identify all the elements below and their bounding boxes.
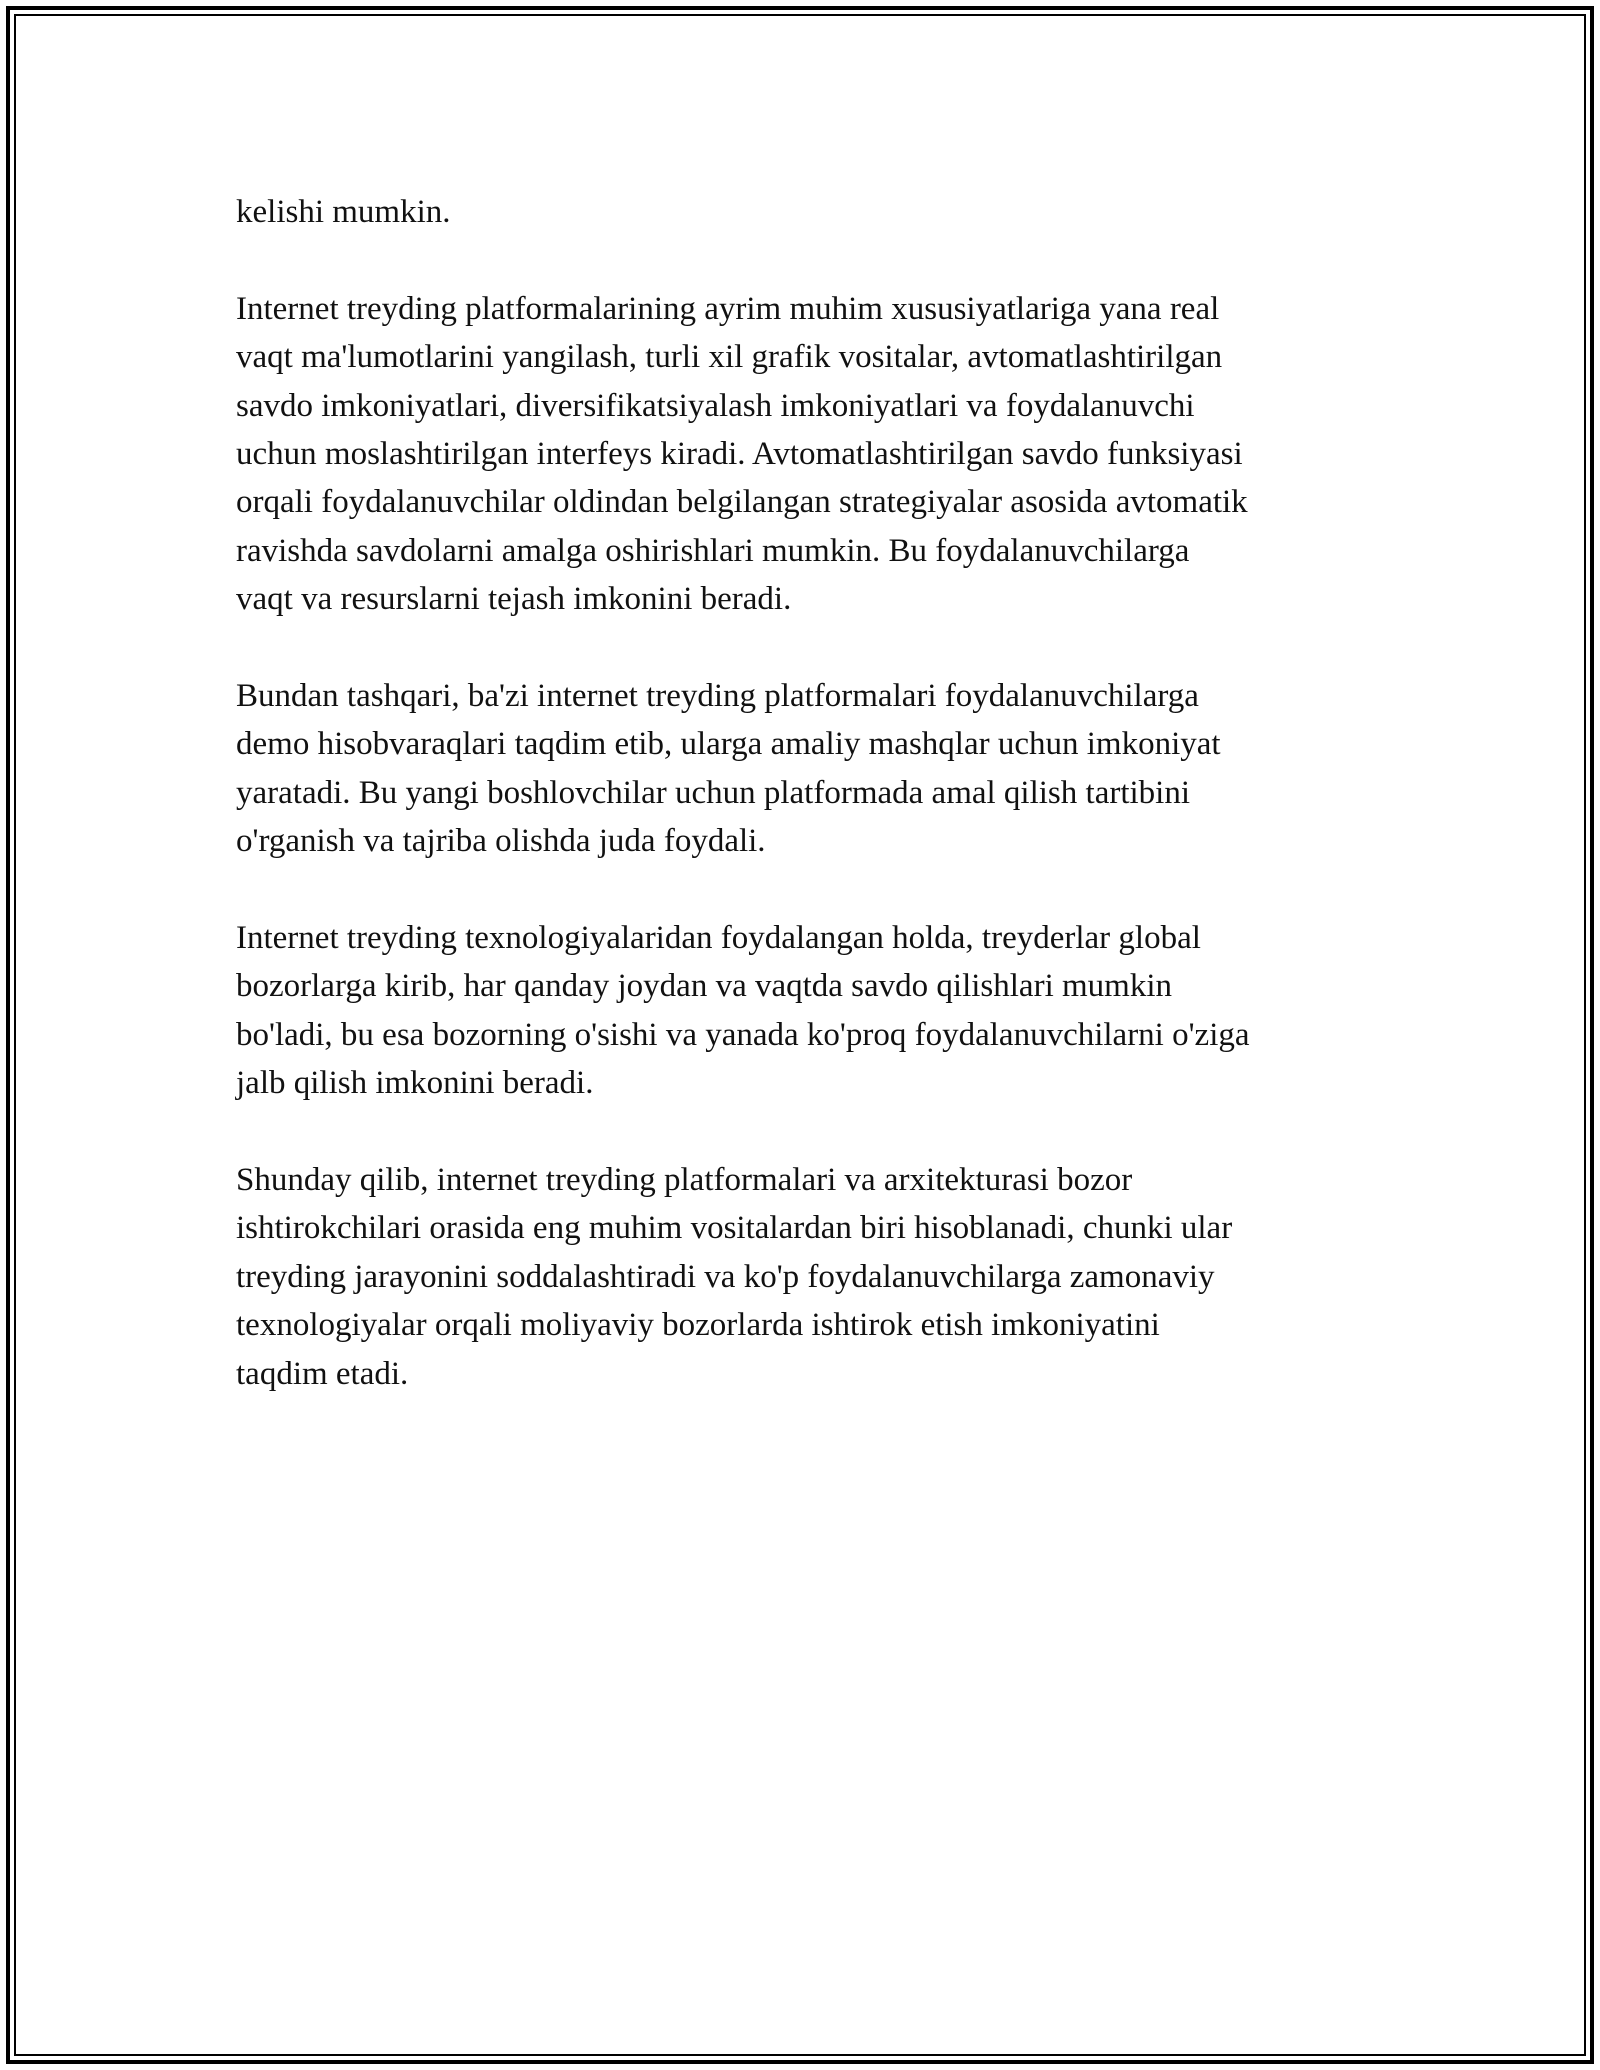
paragraph-3: Bundan tashqari, ba'zi internet treyding platformalari foydalanuvchilarga demo hisobvaraqlari taqdim etib, ularga amaliy mashqlar uchun imkoniyat yaratadi. Bu yangi boshlovchilar uchun platformada amal qilish tartibini o'rganish va tajriba olishda juda foydali.	[236, 678, 1221, 860]
document-body	[236, 188, 1376, 1446]
paragraph-2: Internet treyding platformalarining ayrim muhim xususiyatlariga yana real vaqt ma'lumotlarini yangilash, turli xil grafik vositalar, avtomatlashtirilgan savdo imkoniyatlari, diversifikatsiyalash imkoniyatlari va foydalanuvchi uchun moslashtirilgan interfeys kiradi. Avtomatlashtirilgan savdo funksiyasi orqali foydalanuvchilar oldindan belgilangan strategiyalar asosida avtomatik ravishda savdolarni amalga oshirishlari mumkin. Bu foydalanuvchilarga vaqt va resurslarni tejash imkonini beradi.	[236, 290, 1248, 618]
paragraph-5: Shunday qilib, internet treyding platformalari va arxitekturasi bozor ishtirokchilari orasida eng muhim vositalardan biri hisoblanadi, chunki ular treyding jarayonini soddalashtiradi va ko'p foydalanuvchilarga zamonaviy texnologiyalar orqali moliyaviy bozorlarda ishtirok etish imkoniyatini taqdim etadi.	[236, 1162, 1233, 1392]
paragraph-4: Internet treyding texnologiyalaridan foydalangan holda, treyderlar global bozorlarga kirib, har qanday joydan va vaqtda savdo qilishlari mumkin bo'ladi, bu esa bozorning o'sishi va yanada ko'proq foydalanuvchilarni o'ziga jalb qilish imkonini beradi.	[236, 920, 1250, 1102]
paragraph-1: kelishi mumkin.	[236, 194, 451, 230]
